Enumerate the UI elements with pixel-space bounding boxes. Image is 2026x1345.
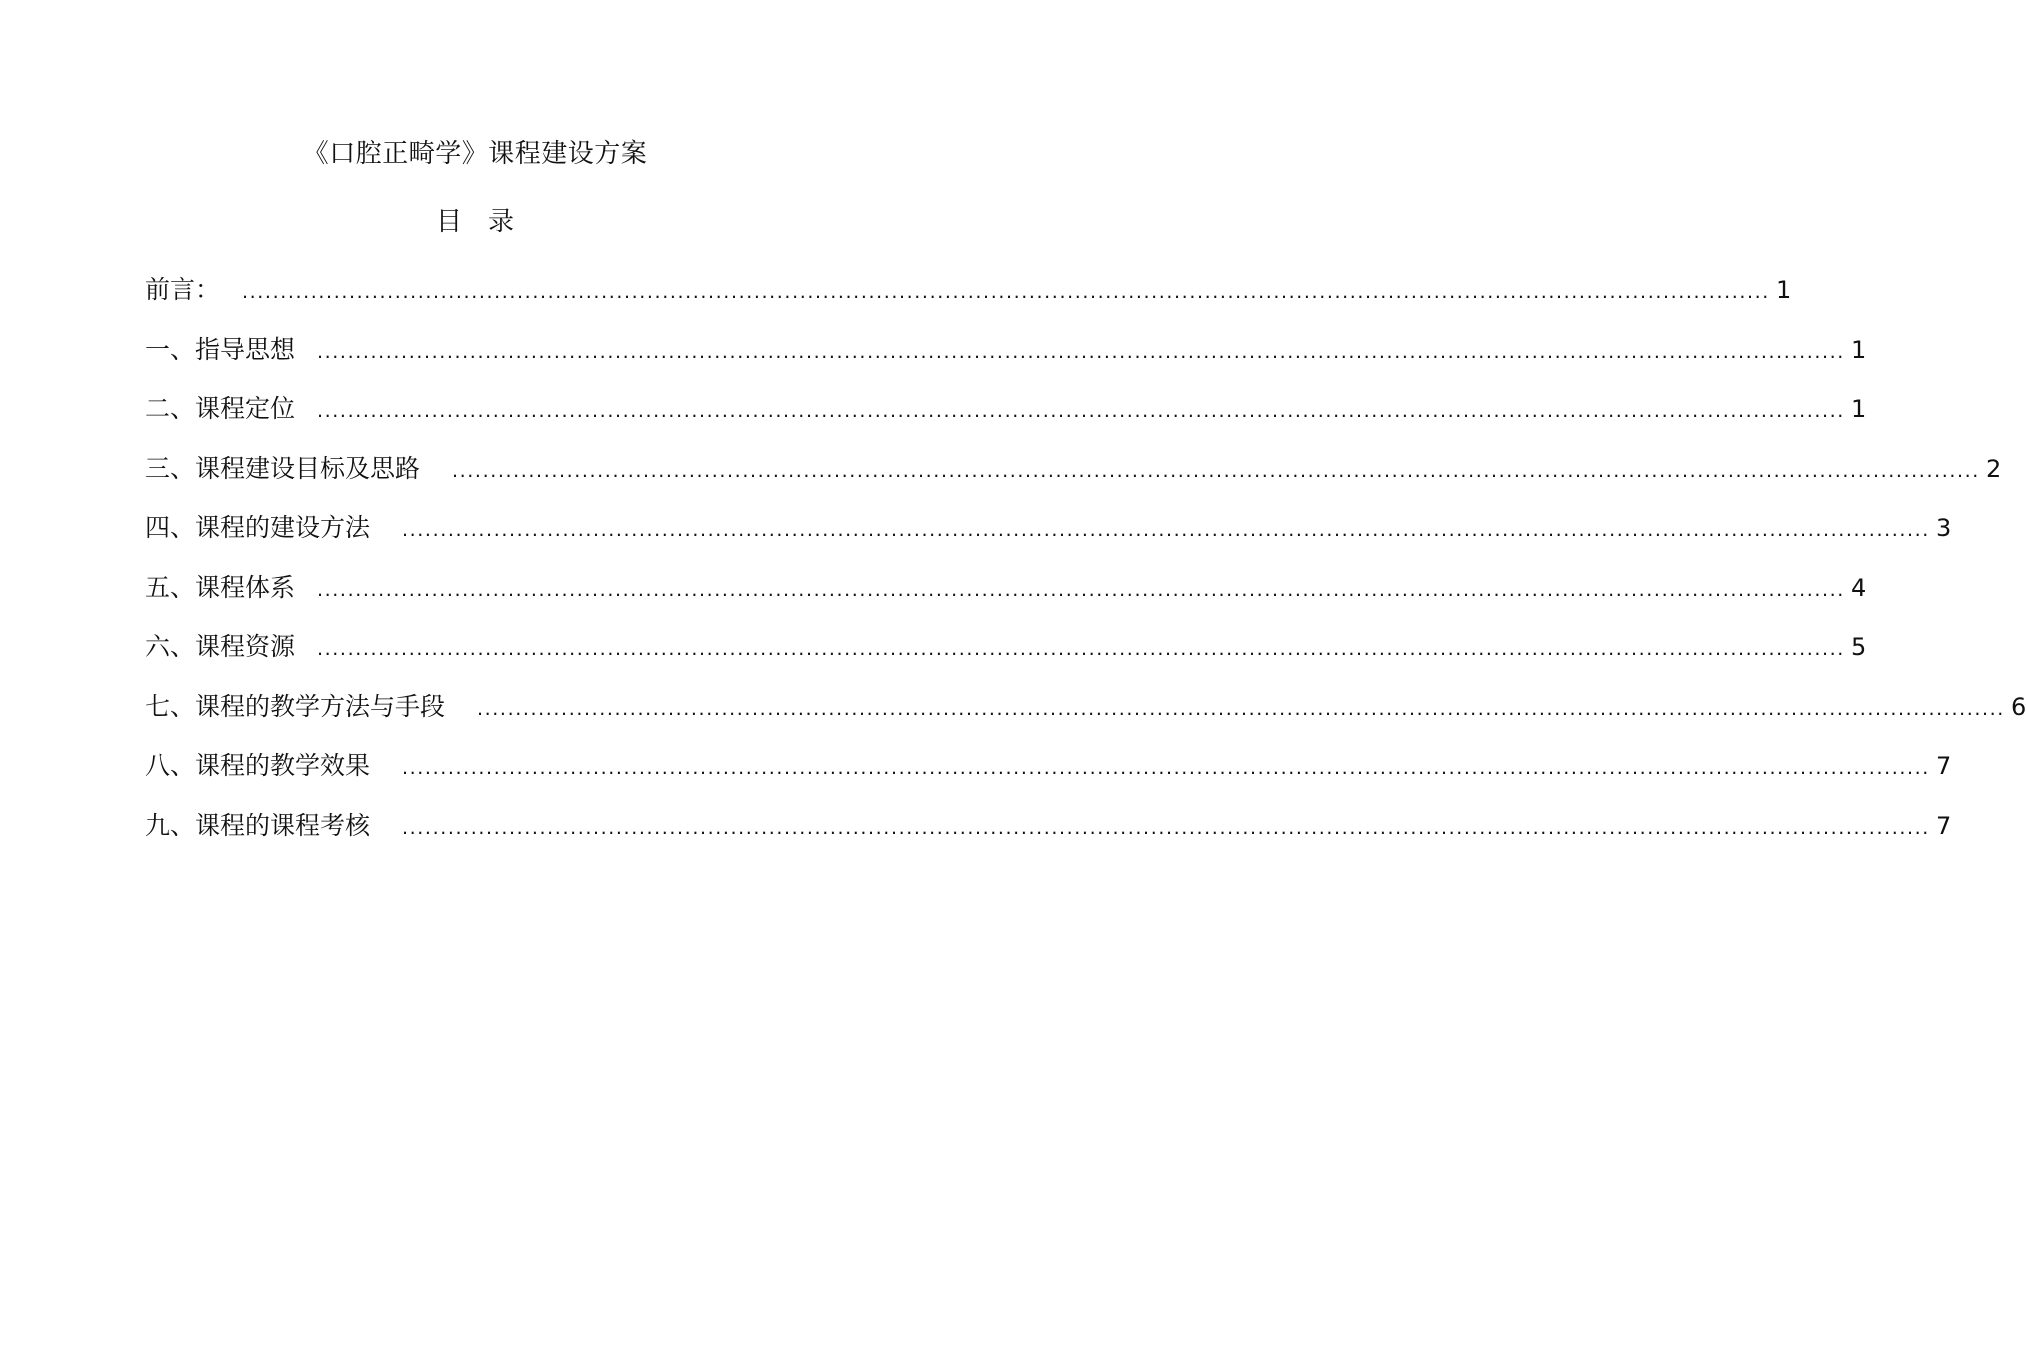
toc-entry-label: 一、指导思想 [145,334,296,364]
toc-entry-guiding-ideology[interactable] [145,332,1867,392]
toc-dot-leader: ........................................................................................................................................................................................................ [317,638,1845,660]
toc-entry-teaching-effects[interactable] [145,748,1952,808]
toc-dot-leader: ........................................................................................................................................................................................................ [452,459,1980,482]
toc-entry-course-assessment[interactable] [145,808,1952,868]
toc-entry-label: 前言： [145,275,221,304]
toc-dot-leader: ........................................................................................................................................................................................................ [317,400,1845,422]
toc-dot-leader: ........................................................................................................................................................................................................ [242,281,1770,303]
toc-dot-leader: ........................................................................................................................................................................................................ [317,578,1845,601]
toc-entry-page-number: 1 [1775,276,1792,304]
toc-dot-leader: ........................................................................................................................................................................................................ [317,340,1845,363]
toc-entry-course-system[interactable] [145,570,1867,630]
toc-entry-teaching-methods[interactable] [145,689,2026,749]
toc-dot-leader: ........................................................................................................................................................................................................ [402,757,1930,779]
toc-entry-label: 二、课程定位 [145,394,296,423]
toc-entry-label: 八、课程的教学效果 [145,751,371,780]
toc-entry-label: 五、课程体系 [145,572,296,602]
toc-entry-page-number: 7 [1935,752,1952,780]
toc-entry-page-number: 1 [1850,395,1867,423]
toc-entry-page-number: 2 [1985,454,2002,483]
toc-entry-preface[interactable] [145,272,1792,332]
toc-entry-label: 七、课程的教学方法与手段 [145,691,446,721]
toc-dot-leader: ........................................................................................................................................................................................................ [402,519,1930,541]
toc-entry-page-number: 5 [1850,633,1867,661]
toc-entry-course-positioning[interactable] [145,391,1867,451]
toc-heading-first-char: 目 [435,207,462,237]
toc-dot-leader: ........................................................................................................................................................................................................ [477,697,2005,720]
toc-entry-goals-and-ideas[interactable] [145,451,2002,511]
toc-list [145,272,2026,867]
toc-entry-label: 四、课程的建设方法 [145,513,371,542]
toc-entry-label: 三、课程建设目标及思路 [145,453,421,483]
toc-entry-page-number: 6 [2010,692,2026,721]
toc-heading-second-char: 录 [488,207,515,237]
toc-entry-course-resources[interactable] [145,629,1867,689]
toc-entry-page-number: 4 [1850,573,1867,602]
toc-heading [0,204,950,240]
document-title: 《口腔正畸学》课程建设方案 [302,139,648,169]
toc-dot-leader: ........................................................................................................................................................................................................ [402,816,1930,839]
toc-entry-page-number: 3 [1935,514,1952,542]
toc-entry-construction-methods[interactable] [145,510,1952,570]
toc-entry-label: 九、课程的课程考核 [145,810,371,840]
toc-entry-page-number: 1 [1850,335,1867,364]
toc-entry-label: 六、课程资源 [145,632,296,661]
toc-entry-page-number: 7 [1935,811,1952,840]
